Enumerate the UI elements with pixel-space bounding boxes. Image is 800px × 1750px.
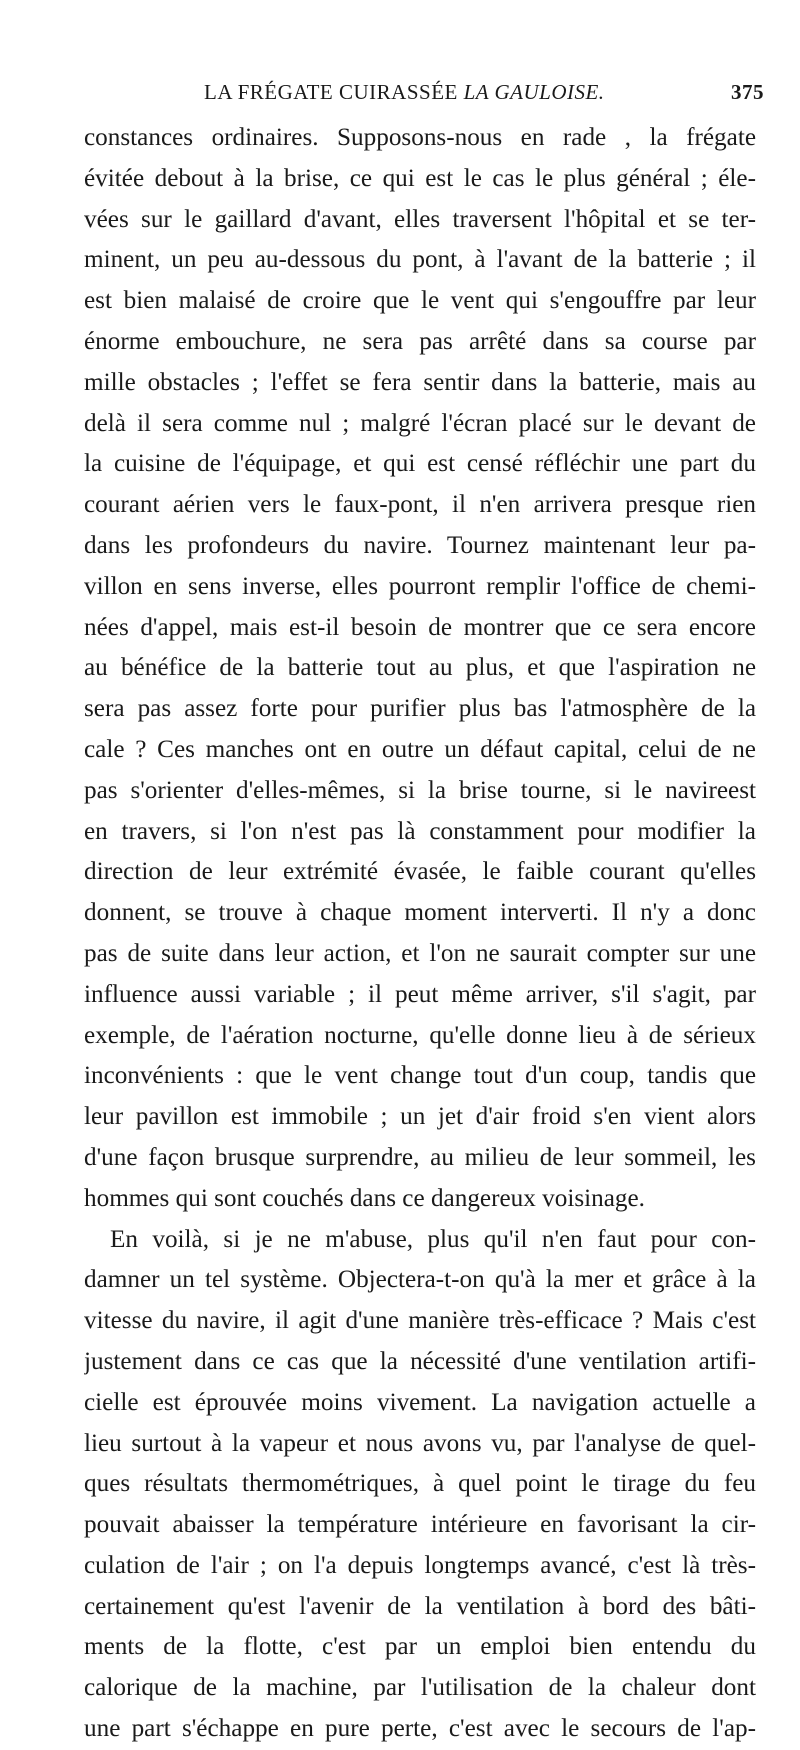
running-title — [204, 80, 605, 105]
text-line: villon en sens inverse, elles pourront remplir l'office de chemi- — [84, 572, 756, 600]
text-line: énorme embouchure, ne sera pas arrêté dans sa course par — [84, 327, 756, 355]
text-line: pas de suite dans leur action, et l'on ne saurait compter sur une — [84, 939, 756, 967]
text-line: lieu surtout à la vapeur et nous avons vu, par l'analyse de quel- — [84, 1429, 756, 1457]
body-text — [84, 118, 756, 1750]
text-line: en travers, si l'on n'est pas là constamment pour modifier la — [84, 817, 756, 845]
text-line: dans les profondeurs du navire. Tournez maintenant leur pa- — [84, 531, 756, 559]
text-line: constances ordinaires. Supposons-nous en rade , la frégate — [84, 124, 756, 151]
text-line: influence aussi variable ; il peut même arriver, s'il s'agit, par — [84, 980, 756, 1008]
text-line: vitesse du navire, il agit d'une manière très-efficace ? Mais c'est — [84, 1307, 756, 1335]
text-line: mille obstacles ; l'effet se fera sentir dans la batterie, mais au — [84, 368, 756, 396]
text-line: donnent, se trouve à chaque moment interverti. Il n'y a donc — [84, 899, 756, 927]
running-title-text: LA FRÉGATE CUIRASSÉE — [204, 80, 464, 104]
text-line: sera pas assez forte pour purifier plus bas l'atmosphère de la — [84, 695, 756, 723]
text-line: cielle est éprouvée moins vivement. La navigation actuelle a — [84, 1388, 756, 1416]
text-line: nées d'appel, mais est-il besoin de montrer que ce sera encore — [84, 613, 756, 641]
running-header — [84, 80, 764, 112]
paragraph-start-line: En voilà, si je ne m'abuse, plus qu'il n'en faut pour con- — [110, 1225, 756, 1253]
text-line: culation de l'air ; on l'a depuis longtemps avancé, c'est là très- — [84, 1551, 756, 1579]
text-line: certainement qu'est l'avenir de la ventilation à bord des bâti- — [84, 1592, 756, 1620]
text-line: ques résultats thermométriques, à quel point le tirage du feu — [84, 1470, 756, 1498]
text-line: inconvénients : que le vent change tout d'un coup, tandis que — [84, 1062, 756, 1090]
text-line: calorique de la machine, par l'utilisation de la chaleur dont — [84, 1674, 756, 1702]
text-line: courant aérien vers le faux-pont, il n'en arrivera presque rien — [84, 491, 756, 519]
text-line: cale ? Ces manches ont en outre un défaut capital, celui de ne — [84, 735, 756, 763]
page-number: 375 — [731, 80, 764, 104]
text-line: ments de la flotte, c'est par un emploi bien entendu du — [84, 1633, 756, 1661]
text-line: évitée debout à la brise, ce qui est le cas le plus général ; éle- — [84, 164, 756, 192]
text-line: minent, un peu au-dessous du pont, à l'avant de la batterie ; il — [84, 246, 756, 274]
text-line: est bien malaisé de croire que le vent qui s'engouffre par leur — [84, 287, 756, 315]
text-line: au bénéfice de la batterie tout au plus, et que l'aspiration ne — [84, 654, 756, 682]
text-line: la cuisine de l'équipage, et qui est censé réfléchir une part du — [84, 450, 756, 478]
text-line: damner un tel système. Objectera-t-on qu'à la mer et grâce à la — [84, 1266, 756, 1294]
text-line: vées sur le gaillard d'avant, elles traversent l'hôpital et se ter- — [84, 205, 756, 233]
text-line: pas s'orienter d'elles-mêmes, si la brise tourne, si le navireest — [84, 776, 756, 804]
text-line: pouvait abaisser la température intérieure en favorisant la cir- — [84, 1511, 756, 1539]
text-line: d'une façon brusque surprendre, au milieu de leur sommeil, les — [84, 1143, 756, 1171]
text-line: leur pavillon est immobile ; un jet d'air froid s'en vient alors — [84, 1103, 756, 1131]
text-line: une part s'échappe en pure perte, c'est avec le secours de l'ap- — [84, 1715, 756, 1743]
text-line: direction de leur extrémité évasée, le faible courant qu'elles — [84, 858, 756, 886]
text-line: exemple, de l'aération nocturne, qu'elle donne lieu à de sérieux — [84, 1021, 756, 1049]
text-line: delà il sera comme nul ; malgré l'écran placé sur le devant de — [84, 409, 756, 437]
text-line: justement dans ce cas que la nécessité d'une ventilation artifi- — [84, 1347, 756, 1375]
running-title-italic: LA GAULOISE. — [463, 80, 605, 104]
paragraph-end-line: hommes qui sont couchés dans ce dangereux voisinage. — [84, 1184, 645, 1212]
